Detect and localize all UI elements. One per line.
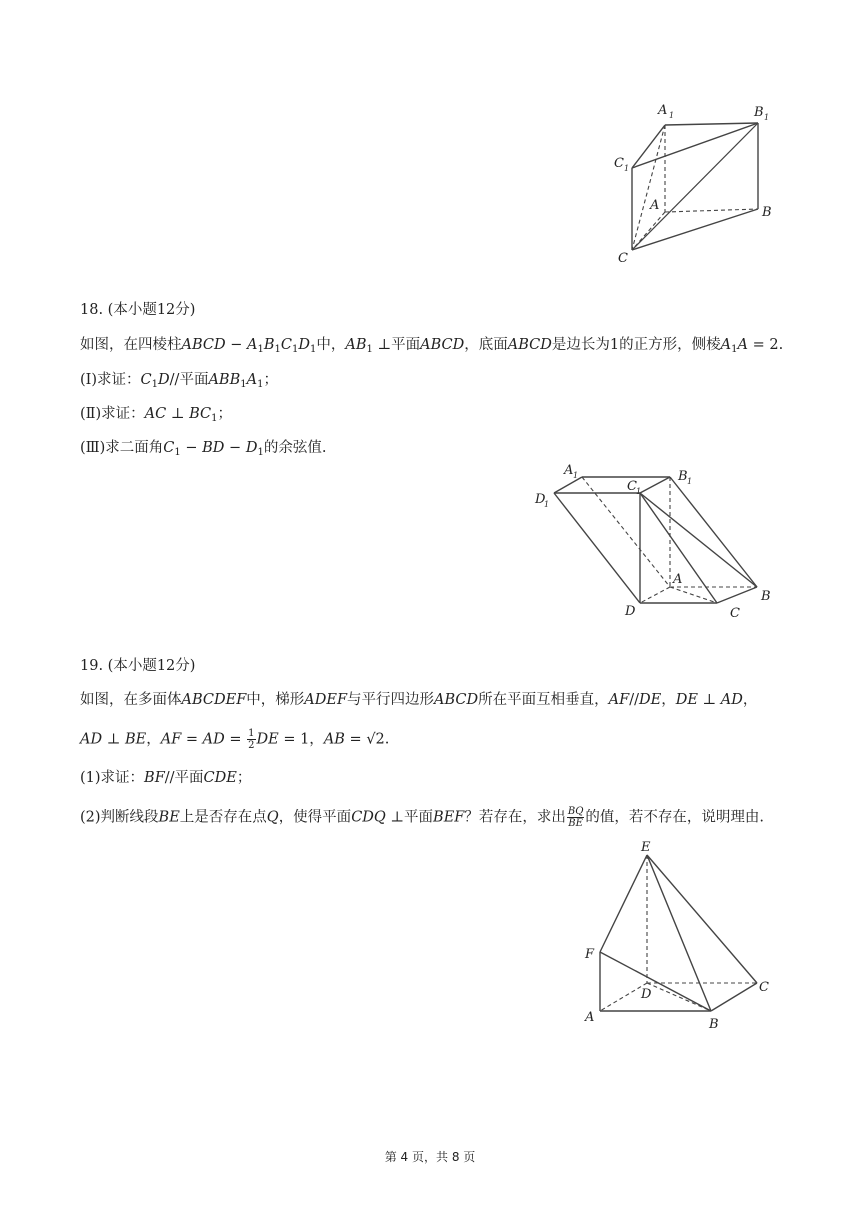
label-B1: B [678,469,688,484]
q18-part1: (Ⅰ)求证：$C_1D//$平面$ABB_1A_1$； [80,372,278,390]
svg-text:1: 1 [687,477,693,486]
svg-text:1: 1 [544,500,550,509]
label-A1: A [658,103,668,118]
label-B: B [709,1017,719,1032]
label-A: A [585,1010,595,1025]
label-B: B [761,589,771,604]
svg-text:1: 1 [636,487,642,496]
label-B1: B [754,105,764,120]
svg-text:1: 1 [764,113,770,122]
q19-stem-line1: 如图，在多面体ABCDEF中，梯形ADEF与平行四边形ABCD所在平面互相垂直，AF//DE，DE ⊥ AD， [80,692,758,708]
q19-part2: (2)判断线段BE上是否存在点Q，使得平面CDQ ⊥平面BEF？若存在，求出 $\frac{BQ}{BE}$ 的值，若不存在，说明理由. [80,806,765,829]
svg-text:1: 1 [669,111,675,120]
label-C: C [759,980,769,995]
svg-text:1: 1 [624,164,630,173]
polyhedron-figure-19 [575,835,785,1035]
page-footer: 第 4 页，共 8 页 [384,1150,476,1164]
label-C1: C [614,156,624,171]
label-E: E [641,840,651,855]
label-C: C [618,251,628,266]
label-B: B [762,205,772,220]
label-D: D [641,987,652,1002]
label-D1: D [535,492,546,507]
label-D: D [625,604,636,619]
q18-heading: 18. (本小题12分) [80,302,196,318]
q18-part2: (Ⅱ)求证：AC ⊥ $BC_1$； [80,406,233,424]
q18-part3: (Ⅲ)求二面角$C_1$ − BD − $D_1$的余弦值. [80,440,327,458]
label-F: F [585,947,595,962]
label-C: C [730,606,740,621]
prism-figure-18 [530,460,790,625]
label-A: A [673,572,683,587]
label-C1: C [627,479,637,494]
q19-part1: (1)求证：BF//平面CDE； [80,770,252,786]
q19-heading: 19. (本小题12分) [80,658,196,674]
q19-stem-line2: AD ⊥ BE，AF = AD = $\frac{1}{2}$ DE = 1，AB = √2. [80,728,390,751]
prism-figure-17 [600,95,790,270]
label-A1: A [564,463,574,478]
svg-text:1: 1 [573,471,579,480]
label-A: A [650,198,660,213]
q18-stem: 如图，在四棱柱ABCD − $A_1B_1C_1D_1$中，$AB_1$ ⊥平面ABCD，底面ABCD是边长为1的正方形，侧棱$A_1A = 2$. [80,337,784,355]
